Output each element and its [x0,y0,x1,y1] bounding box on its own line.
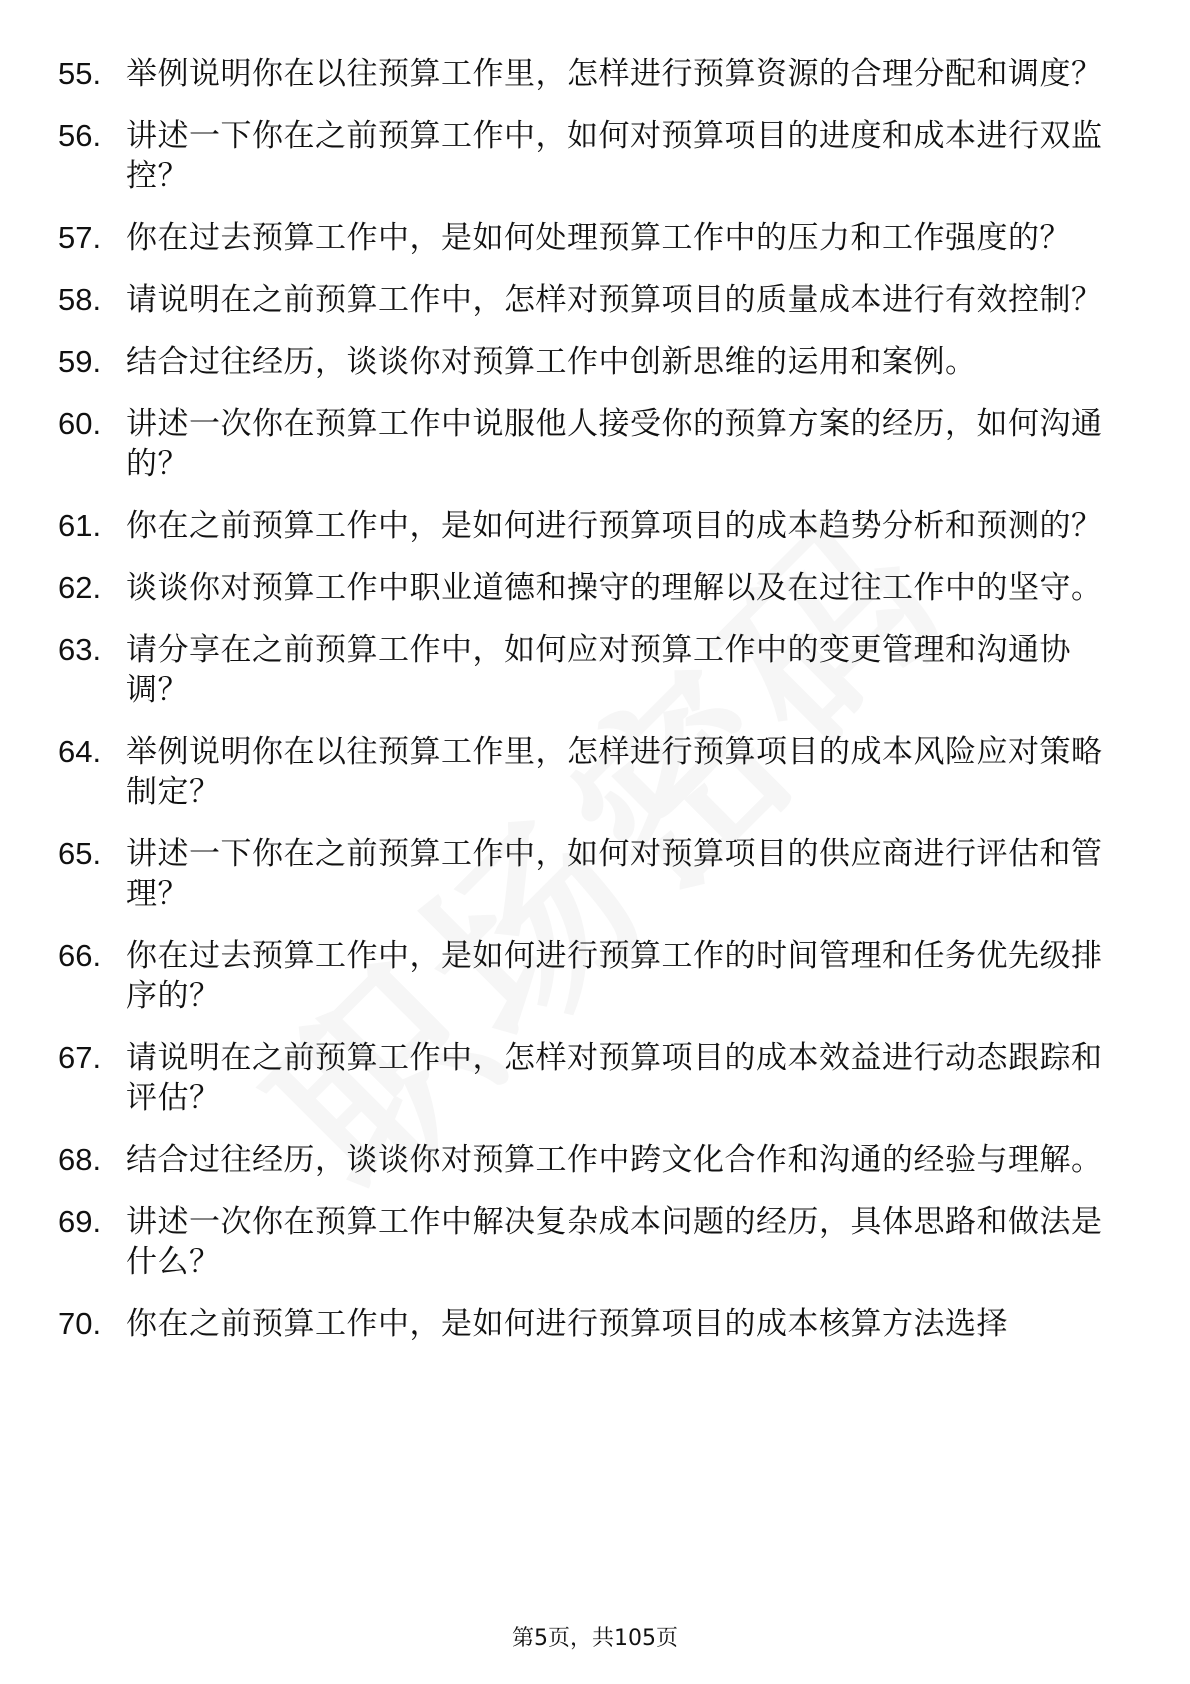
question-item [58,218,1133,258]
question-item [58,116,1133,196]
question-number: 65. [58,836,102,871]
question-text: 你在过去预算工作中，是如何进行预算工作的时间管理和任务优先级排序的？ [126,938,1103,1014]
question-text: 请分享在之前预算工作中，如何应对预算工作中的变更管理和沟通协调？ [126,632,1071,708]
question-number: 70. [58,1306,102,1341]
question-item [58,1140,1133,1180]
question-number: 55. [58,56,102,91]
question-item [58,732,1133,812]
question-text: 讲述一次你在预算工作中说服他人接受你的预算方案的经历，如何沟通的？ [126,406,1103,482]
question-item [58,568,1133,608]
question-text: 请说明在之前预算工作中，怎样对预算项目的成本效益进行动态跟踪和评估？ [126,1040,1103,1116]
question-list [58,54,1133,1366]
question-number: 66. [58,938,102,973]
question-number: 59. [58,344,102,379]
question-item [58,1202,1133,1282]
question-text: 你在之前预算工作中，是如何进行预算项目的成本趋势分析和预测的？ [126,508,1103,544]
question-item [58,342,1133,382]
question-number: 63. [58,632,102,667]
question-number: 62. [58,570,102,605]
question-item [58,404,1133,484]
question-text: 谈谈你对预算工作中职业道德和操守的理解以及在过往工作中的坚守。 [126,570,1103,606]
question-item [58,280,1133,320]
question-number: 56. [58,118,102,153]
question-text: 举例说明你在以往预算工作里，怎样进行预算资源的合理分配和调度？ [126,56,1103,92]
question-number: 60. [58,406,102,441]
question-item [58,834,1133,914]
question-item [58,506,1133,546]
question-item [58,54,1133,94]
question-item [58,1038,1133,1118]
question-text: 结合过往经历，谈谈你对预算工作中创新思维的运用和案例。 [126,344,977,380]
page-number: 第5页，共105页 [512,1626,678,1651]
question-text: 你在之前预算工作中，是如何进行预算项目的成本核算方法选择 [126,1306,1008,1342]
question-item [58,630,1133,710]
question-text: 你在过去预算工作中，是如何处理预算工作中的压力和工作强度的？ [126,220,1071,256]
question-text: 举例说明你在以往预算工作里，怎样进行预算项目的成本风险应对策略制定？ [126,734,1103,810]
question-text: 结合过往经历，谈谈你对预算工作中跨文化合作和沟通的经验与理解。 [126,1142,1103,1178]
question-text: 请说明在之前预算工作中，怎样对预算项目的质量成本进行有效控制？ [126,282,1103,318]
question-item [58,936,1133,1016]
question-number: 67. [58,1040,102,1075]
question-number: 61. [58,508,102,543]
question-item [58,1304,1133,1344]
question-text: 讲述一次你在预算工作中解决复杂成本问题的经历，具体思路和做法是什么？ [126,1204,1103,1280]
question-number: 57. [58,220,102,255]
question-number: 69. [58,1204,102,1239]
question-number: 68. [58,1142,102,1177]
question-text: 讲述一下你在之前预算工作中，如何对预算项目的进度和成本进行双监控？ [126,118,1103,194]
question-number: 58. [58,282,102,317]
question-number: 64. [58,734,102,769]
question-text: 讲述一下你在之前预算工作中，如何对预算项目的供应商进行评估和管理？ [126,836,1103,912]
